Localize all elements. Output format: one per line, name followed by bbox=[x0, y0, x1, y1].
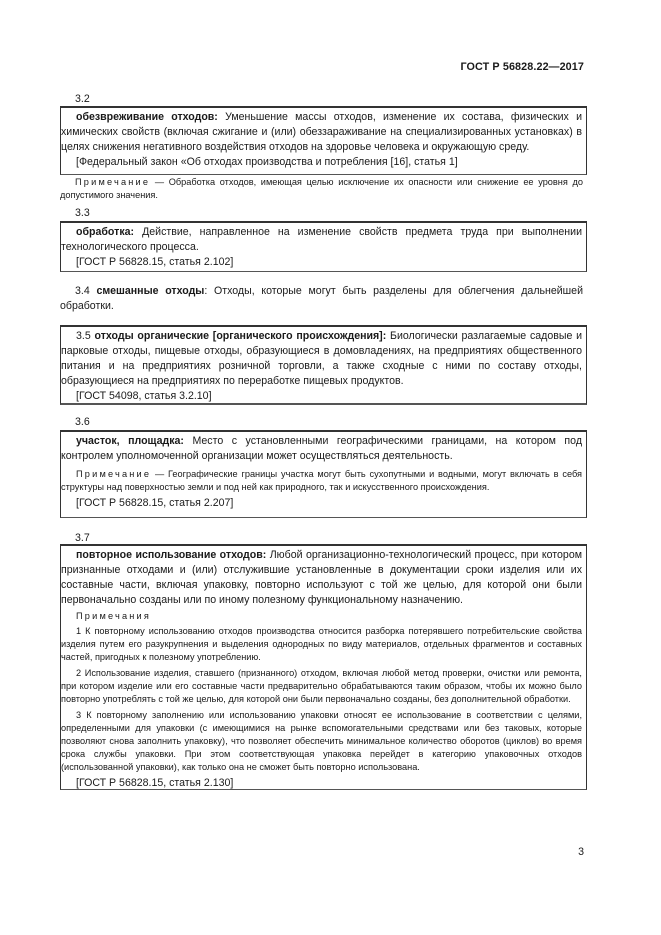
term-definition-3-3 bbox=[61, 225, 582, 255]
page-number: 3 bbox=[578, 846, 584, 858]
term-definition-3-4 bbox=[60, 284, 583, 314]
term-box-3-5 bbox=[60, 325, 587, 405]
term-note-3: 3 К повторному заполнению или использованию упаковки относят ее использование в соответствии с целями, определенными для упаковки (с имеющимися на рынке вспомогательными средствами или без таковых, которые позволяют снова заполнить упаковку), что позволяет обеспечить минимальное количество оборотов (циклов) во время срока службы упаковки. При этом соответствующая упаковка перейдет в категорию упаковочных отходов (использованной упаковки), как только она не сможет быть повторно использована. bbox=[61, 710, 582, 772]
note-label: Примечание bbox=[76, 469, 152, 479]
term-definition-3-7 bbox=[61, 548, 582, 608]
term-number-3-2: 3.2 bbox=[75, 93, 90, 105]
term-title: обработка: bbox=[76, 226, 135, 238]
term-text: Уменьшение массы отходов, изменение их состава, физических и химических свойств (включая сжигание и (или) обеззараживание на специализированных установках) в целях снижения негативного воздействия отходов на здоровье человека и окружающую среду. bbox=[61, 111, 582, 153]
term-number-3-6: 3.6 bbox=[75, 416, 90, 428]
term-definition-3-5 bbox=[61, 329, 582, 389]
term-title: обезвреживание отходов: bbox=[76, 111, 218, 123]
term-title: отходы органические [органического происхождения]: bbox=[94, 330, 387, 342]
term-box-3-3 bbox=[60, 221, 587, 272]
term-box-3-7 bbox=[60, 544, 587, 790]
term-note-3-2 bbox=[60, 176, 583, 202]
note-text: — Обработка отходов, имеющая целью исключение их опасности или снижение ее уровня до допустимого значения. bbox=[60, 177, 583, 200]
term-note-2: 2 Использование изделия, ставшего (признанного) отходом, включая любой метод проверки, очистки или ремонта, при котором изделие или его составные части предварительно обрабатываются таким образом, чтобы их можно было повторно употреблять с той же целью, для которой они были первоначально созданы, без дополнительной обработки. bbox=[61, 668, 582, 704]
term-text: Место с установленными географическими границами, на котором под контролем уполномоченной организации может осуществляться деятельность. bbox=[61, 435, 582, 462]
term-reference: [ГОСТ Р 56828.15, статья 2.130] bbox=[76, 777, 234, 789]
term-reference: [ГОСТ Р 56828.15, статья 2.102] bbox=[76, 256, 234, 268]
term-text: : Отходы, которые могут быть разделены для облегчения дальнейшей обработки. bbox=[60, 285, 583, 312]
term-reference: [ГОСТ 54098, статья 3.2.10] bbox=[76, 390, 212, 402]
note-label: Примечание bbox=[75, 177, 151, 187]
term-reference: [ГОСТ Р 56828.15, статья 2.207] bbox=[76, 497, 234, 509]
term-text: Биологически разлагаемые садовые и парковые отходы, пищевые отходы, образующиеся в домовладениях, на предприятиях общественного питания и на предприятиях розничной торговли, а также сходные с ними по составу отходы, образующиеся на предприятиях по переработке пищевых продуктов. bbox=[61, 330, 583, 387]
note-text: — Географические границы участка могут быть сухопутными и водными, могут включать в себя структуры над поверхностью земли и под ней как природного, так и искусственного происхождения. bbox=[61, 469, 582, 492]
term-number-3-7: 3.7 bbox=[75, 532, 90, 544]
term-text: Любой организационно-технологический процесс, при котором признанные отходами и (или) отслужившие установленные в документации сроки изделия или их составные части, включая упаковку, повторно используют с той же целью, для которой они были первоначально созданы или по иному полезному функциональному назначению. bbox=[61, 549, 583, 606]
term-note-1: 1 К повторному использованию отходов производства относится разборка потерявшего потребительские свойства изделия путем его разукрупнения и выделения однородных по виду материалов, отдельных фрагментов и составных частей, пригодных к полезному употреблению. bbox=[61, 626, 582, 662]
term-box-3-6 bbox=[60, 430, 587, 518]
term-title: участок, площадка: bbox=[76, 435, 184, 447]
term-title: смешанные отходы bbox=[96, 285, 205, 297]
term-definition-3-6 bbox=[61, 434, 582, 464]
term-number-3-3: 3.3 bbox=[75, 207, 90, 219]
term-definition-3-2 bbox=[61, 110, 582, 155]
document-header: ГОСТ Р 56828.22—2017 bbox=[460, 61, 584, 73]
term-reference: [Федеральный закон «Об отходах производства и потребления [16], статья 1] bbox=[76, 156, 458, 168]
term-number-3-5: 3.5 bbox=[76, 330, 91, 342]
term-title: повторное использование отходов: bbox=[76, 549, 267, 561]
term-text: Действие, направленное на изменение свойств предмета труда при выполнении технологического процесса. bbox=[61, 226, 582, 253]
term-box-3-2 bbox=[60, 106, 587, 175]
notes-label: Примечания bbox=[76, 611, 152, 621]
term-note-3-6 bbox=[61, 468, 582, 494]
term-number-3-4: 3.4 bbox=[75, 285, 90, 297]
